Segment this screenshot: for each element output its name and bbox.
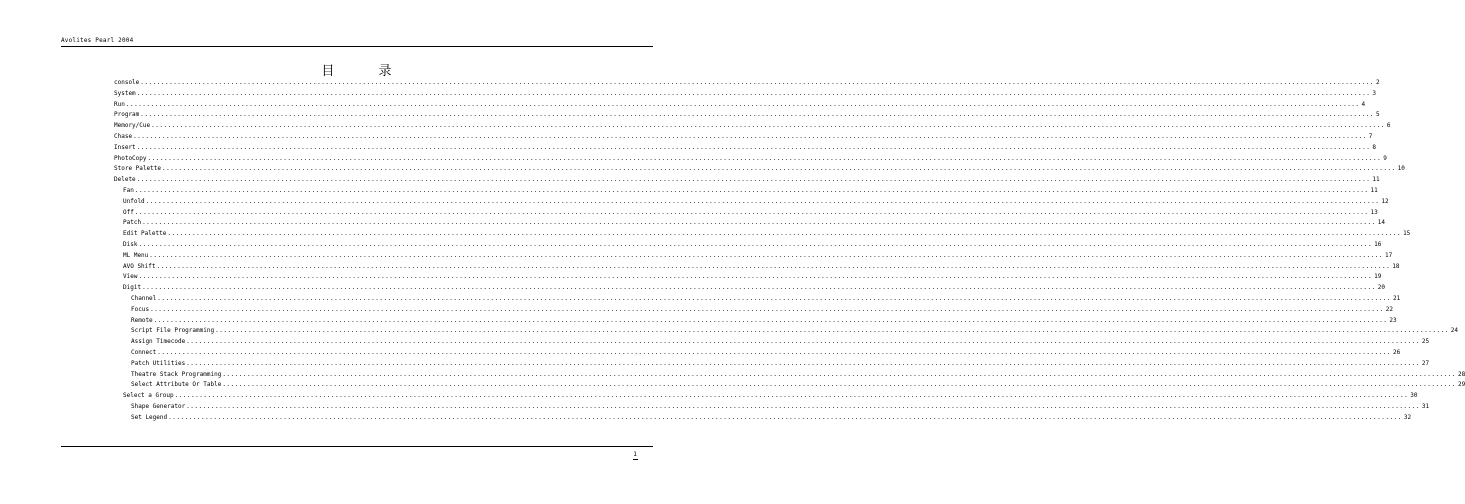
toc-entry[interactable] xyxy=(114,175,1380,186)
toc-entry-label: Channel xyxy=(131,294,157,302)
toc-entry-label: Program xyxy=(114,111,140,119)
toc-entry[interactable] xyxy=(114,348,1401,359)
toc-entry[interactable] xyxy=(114,164,1405,175)
toc-entry-page: 9 xyxy=(1383,154,1387,162)
toc-dot-leader: ............................................................................................................................................................................................................................................................................................................ xyxy=(149,251,1383,259)
toc-entry-page: 7 xyxy=(1368,132,1373,140)
toc-entry[interactable] xyxy=(114,251,1393,262)
toc-dot-leader: ............................................................................................................................................................................................................................................................................................................ xyxy=(142,219,1376,227)
running-header: Avolites Pearl 2004 xyxy=(61,37,134,44)
toc-entry-label: Connect xyxy=(131,348,157,356)
page-number xyxy=(631,451,639,460)
toc-entry-label: Insert xyxy=(114,143,136,151)
toc-dot-leader: ............................................................................................................................................................................................................................................................................................................ xyxy=(156,262,1391,270)
toc-entry[interactable] xyxy=(114,359,1430,370)
toc-dot-leader: ............................................................................................................................................................................................................................................................................................................ xyxy=(140,79,1374,86)
toc-entry-label: Memory/Cue xyxy=(114,122,151,130)
toc-entry[interactable] xyxy=(114,154,1387,165)
toc-dot-leader: ............................................................................................................................................................................................................................................................................................................ xyxy=(222,370,1457,378)
toc-dot-leader: ............................................................................................................................................................................................................................................................................................................ xyxy=(138,273,1373,281)
toc-entry-page: 8 xyxy=(1372,143,1377,151)
toc-entry[interactable] xyxy=(114,305,1393,316)
page-number-underline xyxy=(633,459,638,460)
toc-dot-leader: ............................................................................................................................................................................................................................................................................................................ xyxy=(161,165,1396,173)
toc-entry-page: 11 xyxy=(1372,176,1380,184)
toc-entry-label: Chase xyxy=(114,132,133,140)
toc-entry-page: 13 xyxy=(1370,208,1378,216)
toc-entry-label: Digit xyxy=(123,284,142,292)
toc-entry[interactable] xyxy=(114,402,1430,413)
toc-entry-page: 19 xyxy=(1374,273,1382,281)
toc-dot-leader: ............................................................................................................................................................................................................................................................................................................ xyxy=(136,176,1371,184)
toc-entry[interactable] xyxy=(114,218,1385,229)
toc-entry-label: Store Palette xyxy=(114,165,161,173)
toc-entry[interactable] xyxy=(114,186,1378,197)
toc-dot-leader: ............................................................................................................................................................................................................................................................................................................ xyxy=(134,186,1369,194)
toc-entry[interactable] xyxy=(114,370,1465,381)
toc-entry-label: Fan xyxy=(123,186,134,194)
toc-entry[interactable] xyxy=(114,283,1385,294)
header-rule xyxy=(61,46,653,47)
toc-entry-page: 28 xyxy=(1458,370,1465,378)
toc-entry-page: 2 xyxy=(1376,79,1380,86)
toc-entry-label: View xyxy=(123,273,138,281)
toc-entry-page: 31 xyxy=(1421,402,1430,410)
toc-entry[interactable] xyxy=(114,240,1382,251)
toc-entry-label: System xyxy=(114,89,136,97)
toc-entry-label: Assign Timecode xyxy=(131,338,186,346)
toc-entry-label: Set Legend xyxy=(131,413,168,421)
toc-dot-leader: ............................................................................................................................................................................................................................................................................................................ xyxy=(174,392,1409,400)
toc-entry[interactable] xyxy=(114,132,1373,143)
toc-dot-leader: ............................................................................................................................................................................................................................................................................................................ xyxy=(136,89,1371,97)
toc-entry-label: Unfold xyxy=(123,197,145,205)
toc-dot-leader: ............................................................................................................................................................................................................................................................................................................ xyxy=(147,154,1382,162)
toc-entry-page: 12 xyxy=(1381,197,1389,205)
toc-entry-label: Patch Utilities xyxy=(131,359,186,367)
toc-entry-page: 21 xyxy=(1393,294,1401,302)
toc-entry-page: 30 xyxy=(1410,392,1418,400)
toc-dot-leader: ............................................................................................................................................................................................................................................................................................................ xyxy=(168,413,1402,421)
toc-entry-page: 4 xyxy=(1361,100,1366,108)
toc-entry-label: Theatre Stack Programming xyxy=(131,370,222,378)
page-number-text: 1 xyxy=(633,451,637,458)
toc-dot-leader: ............................................................................................................................................................................................................................................................................................................ xyxy=(157,348,1391,356)
toc-entry-page: 29 xyxy=(1458,381,1465,389)
toc-entry[interactable] xyxy=(114,380,1465,391)
toc-dot-leader: ............................................................................................................................................................................................................................................................................................................ xyxy=(138,240,1373,248)
toc-dot-leader: ............................................................................................................................................................................................................................................................................................................ xyxy=(136,143,1371,151)
toc-dot-leader: ............................................................................................................................................................................................................................................................................................................ xyxy=(134,208,1369,216)
toc-entry-page: 14 xyxy=(1377,219,1385,227)
toc-entry-page: 16 xyxy=(1374,240,1382,248)
toc-dot-leader: ............................................................................................................................................................................................................................................................................................................ xyxy=(186,402,1420,410)
toc-entry-page: 3 xyxy=(1372,89,1377,97)
toc-dot-leader: ............................................................................................................................................................................................................................................................................................................ xyxy=(145,197,1380,205)
toc-entry[interactable] xyxy=(114,326,1459,337)
toc-dot-leader: ............................................................................................................................................................................................................................................................................................................ xyxy=(157,294,1391,302)
toc-entry-page: 5 xyxy=(1376,111,1380,119)
toc-dot-leader: ............................................................................................................................................................................................................................................................................................................ xyxy=(142,284,1376,292)
toc-dot-leader: ............................................................................................................................................................................................................................................................................................................ xyxy=(186,338,1420,346)
toc-dot-leader: ............................................................................................................................................................................................................................................................................................................ xyxy=(125,100,1360,108)
toc-entry[interactable] xyxy=(114,294,1401,305)
toc-entry-label: PhotoCopy xyxy=(114,154,147,162)
toc-entry[interactable] xyxy=(114,337,1430,348)
toc-entry[interactable] xyxy=(114,89,1377,100)
toc-entry-label: console xyxy=(114,79,140,86)
toc-entry[interactable] xyxy=(114,121,1391,132)
toc-entry-page: 24 xyxy=(1450,327,1459,335)
toc-entry[interactable] xyxy=(114,316,1397,327)
toc-entry-label: Edit Palette xyxy=(123,230,167,238)
toc-entry-label: Disk xyxy=(123,240,138,248)
toc-entry-page: 15 xyxy=(1403,230,1411,238)
toc-entry-page: 25 xyxy=(1421,338,1430,346)
toc-entry-page: 20 xyxy=(1377,284,1385,292)
toc-entry-label: Off xyxy=(123,208,134,216)
toc-dot-leader: ............................................................................................................................................................................................................................................................................................................ xyxy=(222,381,1457,389)
footer-rule xyxy=(61,446,653,447)
toc-entry[interactable] xyxy=(114,100,1366,111)
toc-entry[interactable] xyxy=(114,208,1378,219)
toc-entry-label: ML Menu xyxy=(123,251,149,259)
toc-dot-leader: ............................................................................................................................................................................................................................................................................................................ xyxy=(150,305,1384,313)
toc-entry[interactable] xyxy=(114,78,1380,89)
toc-entry[interactable] xyxy=(114,391,1418,402)
toc-entry[interactable] xyxy=(114,143,1377,154)
toc-entry-page: 6 xyxy=(1386,122,1391,130)
toc-entry[interactable] xyxy=(114,272,1382,283)
toc-entry-page: 11 xyxy=(1370,186,1378,194)
toc-dot-leader: ............................................................................................................................................................................................................................................................................................................ xyxy=(153,316,1388,324)
toc-entry-page: 22 xyxy=(1385,305,1393,313)
toc-entry-page: 17 xyxy=(1385,251,1393,259)
toc-entry-label: Shape Generator xyxy=(131,402,186,410)
toc-entry-label: Patch xyxy=(123,219,142,227)
toc-entry-label: Script File Programming xyxy=(131,327,215,335)
toc-entry-page: 32 xyxy=(1403,413,1412,421)
toc-entry-label: Delete xyxy=(114,176,136,184)
toc-entry-label: Remote xyxy=(131,316,153,324)
toc-title: 目 录 xyxy=(321,64,412,79)
toc-entry-page: 10 xyxy=(1397,165,1405,173)
toc-dot-leader: ............................................................................................................................................................................................................................................................................................................ xyxy=(151,122,1385,130)
toc-entry[interactable] xyxy=(114,229,1411,240)
toc-entry-label: AVO Shift xyxy=(123,262,156,270)
toc-entry-page: 27 xyxy=(1421,359,1430,367)
toc-entry-page: 26 xyxy=(1393,348,1401,356)
toc-entry[interactable] xyxy=(114,262,1400,273)
toc-dot-leader: ............................................................................................................................................................................................................................................................................................................ xyxy=(133,132,1367,140)
toc-dot-leader: ............................................................................................................................................................................................................................................................................................................ xyxy=(186,359,1420,367)
table-of-contents xyxy=(114,78,1465,424)
toc-entry[interactable] xyxy=(114,197,1389,208)
toc-entry-page: 18 xyxy=(1392,262,1400,270)
toc-entry-label: Focus xyxy=(131,305,150,313)
toc-dot-leader: ............................................................................................................................................................................................................................................................................................................ xyxy=(140,111,1374,119)
toc-entry-label: Select a Group xyxy=(123,392,174,400)
toc-dot-leader: ............................................................................................................................................................................................................................................................................................................ xyxy=(167,230,1402,238)
toc-entry-page: 23 xyxy=(1389,316,1397,324)
toc-entry-label: Select Attribute Or Table xyxy=(131,381,222,389)
toc-entry[interactable] xyxy=(114,413,1412,424)
toc-dot-leader: ............................................................................................................................................................................................................................................................................................................ xyxy=(215,327,1449,335)
toc-entry[interactable] xyxy=(114,110,1380,121)
toc-entry-label: Run xyxy=(114,100,125,108)
